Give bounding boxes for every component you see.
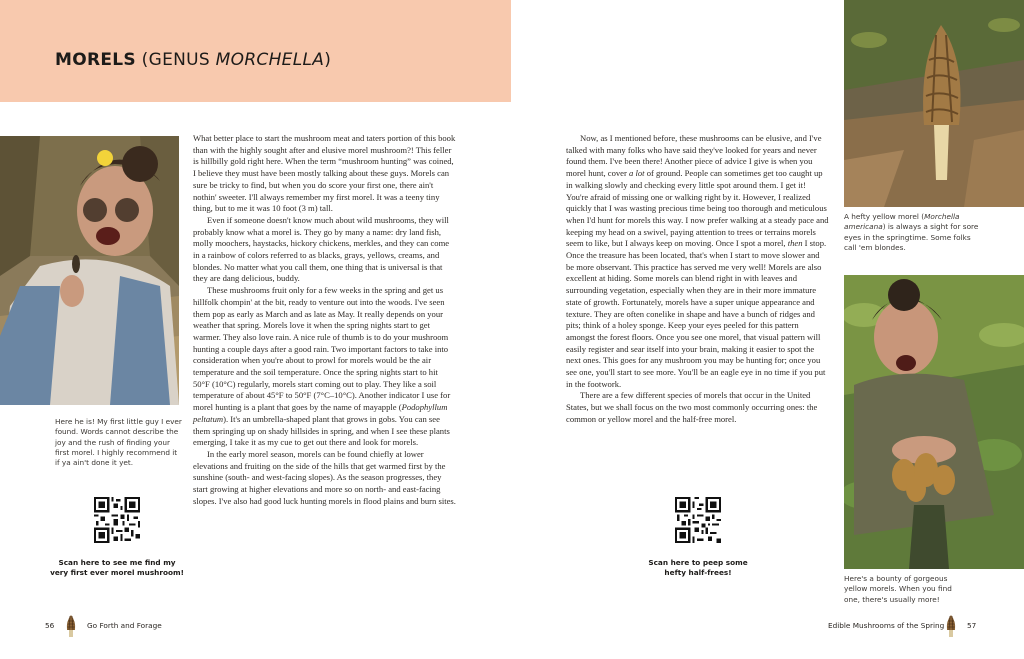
caption-yellow-morel-after: ) is always a sight for sore eyes in the springtime. Some folks call 'em blondes. [844,222,979,252]
footer-left [45,621,64,630]
col2-p1-text-b: of ground. People can sometimes get too caught up in walking slowly and checking every little spot around them. I get it! You're afraid of missing one or walking right by it. However, I realized quickly that I was wasting precious time being too thorough and meticulous when I'd hunt for morels this way. I now prefer walking at a steady pace and keeping my head on a swivel, paying attention to trees or terrains morels seem to like, but I always keep on moving. Once I spot a morel, [566,168,829,249]
qr-label-first-morel: Scan here to see me find my very first ever morel mushroom! [50,558,184,578]
col2-paragraph-2: There are a few different species of morels that occur in the United States, but we shall focus on the two most commonly occurring ones: the common or yellow morel and the half-free morel. [566,390,818,424]
col2-p1-em: a lot [629,168,645,179]
caption-yellow-morel-latin: Morchella americana [844,212,960,232]
photo-first-morel [0,136,179,405]
caption-morel-bounty: Here's a bounty of gorgeous yellow morels. When you find one, there's usually more! [844,574,952,604]
footer-right-text: Edible Mushrooms of the Spring [828,621,945,630]
footer-right-running-head [828,621,944,630]
title-paren-open: (GENUS [135,50,216,70]
col1-paragraph-4: In the early morel season, morels can be found chiefly at lower elevations and fruiting on the side of the hills that get warmed first by the sunshine (south- and west-facing slopes). As the season progresses, they start growing at higher elevations and more so on north- and east-facing slopes. I've also had good luck hunting morels in flood plains and burn sites. [193,448,456,506]
footer-left-page-number: 56 [45,621,55,630]
title-main: MORELS [55,50,136,70]
page-title [55,50,331,70]
qr-code-half-frees[interactable] [675,497,721,543]
col1-paragraph-3 [193,285,456,449]
photo-morel-bounty [844,275,1024,569]
title-genus: MORCHELLA [215,50,325,70]
caption-yellow-morel [844,212,984,253]
body-column-1 [193,133,456,508]
col1-p3-text-a: These mushrooms fruit only for a few weeks in the spring and get us hillfolk chompin' at the bit, ready to venture out into the woods. I've seen them pop as early as March and as late as May. It really depends on your weather that spring. Morels love it when the spring nights start to get warmer. They also love rain. A nice rule of thumb is to do your mushroom hunting a couple days after a good rain. Two important factors to take into consideration when you're about to prowl for morels would be the air temperature and the soil temperature. Once the spring nights start to hit 50°F (10°C) regularly, morels start coming out to play. They like a soil temperature of about 45°F to 50°F (7°C–10°C). Another indicator I use for morel hunting is a plant that goes by the name of mayapple ( [193,285,451,413]
footer-left-text: Go Forth and Forage [87,621,162,630]
footer-left-running-head [87,621,162,630]
col2-p1-em2: then [787,238,803,249]
col2-paragraph-1 [566,133,829,390]
body-column-2 [566,133,829,426]
caption-first-morel: Here he is! My first little guy I ever found. Words cannot describe the joy and the rush of finding your first morel. I highly recommend it if ya ain't done it yet. [55,417,182,468]
col1-paragraph-2: Even if someone doesn't know much about wild mushrooms, they will probably know what a morel is. They go by many a name: dry land fish, molly moochers, haystacks, hickory chickens, merkles, and they can come in a rainbow of colors referred to as blacks, grays, yellows, creams, and blondes. No matter what you call them, one thing that is universal is that they are dang delicious, buddy. [193,214,450,284]
photo-yellow-morel [844,0,1024,207]
title-paren-close: ) [324,50,332,70]
col2-p1-text-c: I stop. Once the treasure has been located, that's when I start to move slower and be more observant. This practice has served me very well! Morels are also excellent at hiding. Some morels can blend right in with leaves and surrounding vegetation, especially when they are in their more immature state of growth. Fortunately, morels have a super unique appearance and texture. They are often conelike in shape and have a bunch of ridges and pits; think of a holey sponge. Keep your eyes peeled for this pattern amongst the forest floors. Once you see one morel, that visual pattern will easily register and sear itself into your brain, making it easier to spot the next ones. This goes for any mushroom you may be hunting for; once you see one, you'll start to see more. You'll be an eagle eye in no time if you put in the footwork. [566,238,827,389]
col2-p1-text-a: Now, as I mentioned before, these mushrooms can be elusive, and I've talked with many folks who have said they've looked for years and never found them. I've been there! Another piece of advice I give is when you morel hunt, cover [566,133,822,179]
footer-right [967,621,976,630]
morel-icon-left [66,615,76,637]
qr-code-first-morel[interactable] [94,497,140,543]
morel-icon-right [946,615,956,637]
col1-p3-text-b: ). It's an umbrella-shaped plant that grows in gobs. You can see them springing up on shady hillsides in spring, and when I see these plants emerging, I take it as my cue to get out there and look for morels. [193,413,450,448]
col1-paragraph-1: What better place to start the mushroom meat and taters portion of this book than with the highly sought after and elusive morel mushroom?! This feller is hillbilly gold right here. When the term “mushroom hunting” was coined, I believe they must have been mostly talking about these guys. Morels can sure be tricky to find, but when you do score your first one, there ain't nothin' sweeter. I'll always remember my first morel. It was a teeny tiny thing, but to me it was 10 foot (3 m) tall. [193,133,456,214]
footer-right-page-number: 57 [967,621,977,630]
caption-yellow-morel-before: A hefty yellow morel ( [844,212,925,221]
col1-p3-latin: Podophyllum peltatum [193,402,448,424]
qr-label-half-frees: Scan here to peep some hefty half-frees! [648,558,748,578]
